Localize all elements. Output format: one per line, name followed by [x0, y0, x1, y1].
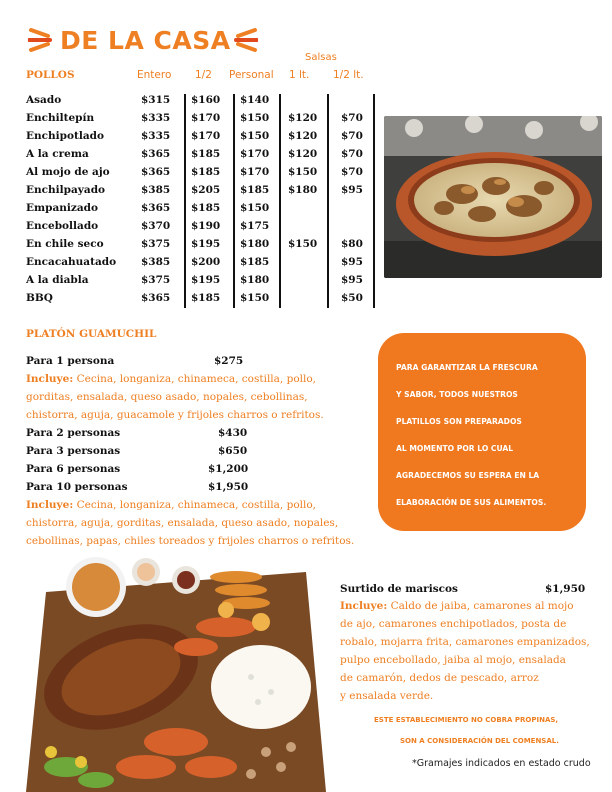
price-half: $195: [191, 274, 221, 286]
dish-name: Enchipotlado: [26, 130, 104, 142]
price-row: [26, 94, 376, 112]
price-half: $170: [191, 130, 221, 142]
price-personal: $150: [240, 130, 270, 142]
column-header-half: 1/2: [195, 69, 212, 81]
incluye-label: Incluye:: [26, 373, 74, 385]
price-personal: $180: [240, 238, 270, 250]
price-salsa-half-lt: $70: [341, 148, 363, 160]
price-row: [26, 274, 376, 292]
column-header-personal: Personal: [229, 69, 274, 81]
dish-name: Al mojo de ajo: [26, 166, 110, 178]
price-half: $205: [191, 184, 221, 196]
dish-name: Enchilpayado: [26, 184, 106, 196]
mariscos-incluye-line-3: robalo, mojarra frita, camarones empanizados,: [340, 636, 590, 648]
price-half: $190: [191, 220, 221, 232]
price-entero: $335: [141, 112, 171, 124]
mariscos-name: Surtido de mariscos: [340, 583, 458, 595]
price-salsa-half-lt: $95: [341, 184, 363, 196]
incluye-label: Incluye:: [340, 600, 388, 612]
price-row: [26, 202, 376, 220]
dish-name: A la diabla: [26, 274, 89, 286]
column-header-salsa-half-lt: 1/2 lt.: [333, 69, 364, 81]
notice-line: PARA GARANTIZAR LA FRESCURA: [396, 363, 538, 372]
column-header-entero: Entero: [137, 69, 172, 81]
price-entero: $365: [141, 292, 171, 304]
platon-incluye-1-line-1: [26, 370, 316, 388]
price-row: [26, 184, 376, 202]
incluye-text: Cecina, longaniza, chinameca, costilla, pollo,: [76, 499, 317, 511]
raw-weight-note: *Gramajes indicados en estado crudo: [412, 758, 591, 769]
mariscos-price: $1,950: [545, 583, 586, 595]
price-personal: $185: [240, 184, 270, 196]
dish-name: Encacahuatado: [26, 256, 117, 268]
price-personal: $140: [240, 94, 270, 106]
dish-name: BBQ: [26, 292, 53, 304]
price-salsa-half-lt: $95: [341, 274, 363, 286]
dish-name: Encebollado: [26, 220, 99, 232]
price-entero: $365: [141, 148, 171, 160]
incluye-text: Caldo de jaiba, camarones al mojo: [390, 600, 574, 612]
price-entero: $375: [141, 238, 171, 250]
price-salsa-1lt: $120: [288, 148, 318, 160]
price-salsa-half-lt: $80: [341, 238, 363, 250]
price-row: [26, 292, 376, 310]
price-entero: $315: [141, 94, 171, 106]
price-entero: $365: [141, 202, 171, 214]
price-half: $195: [191, 238, 221, 250]
incluye-text: Cecina, longaniza, chinameca, costilla, pollo,: [76, 373, 317, 385]
price-salsa-half-lt: $95: [341, 256, 363, 268]
price-entero: $385: [141, 184, 171, 196]
price-salsa-1lt: $150: [288, 238, 318, 250]
page-title: DE LA CASA: [60, 26, 231, 55]
notice-line: AGRADECEMOS SU ESPERA EN LA: [396, 471, 540, 480]
notice-line: Y SABOR, TODOS NUESTROS: [396, 390, 518, 399]
platon-incluye-1-line-3: chistorra, aguja, guacamole y frijoles charros o refritos.: [26, 409, 324, 421]
mariscos-incluye-line-6: y ensalada verde.: [340, 690, 434, 702]
chevron-decoration-right-icon: [232, 24, 258, 56]
freshness-notice-box: [378, 333, 586, 531]
notice-line: AL MOMENTO POR LO CUAL: [396, 444, 514, 453]
dish-name: En chile seco: [26, 238, 104, 250]
price-half: $185: [191, 202, 221, 214]
price-salsa-1lt: $120: [288, 130, 318, 142]
mariscos-incluye-line-1: [340, 597, 574, 615]
platon-3-personas-price: $650: [218, 445, 248, 457]
platon-incluye-2-line-2: chistorra, aguja, gorditas, ensalada, queso asado, nopales,: [26, 517, 339, 529]
price-salsa-half-lt: $70: [341, 166, 363, 178]
mariscos-incluye-line-4: pulpo encebollado, jaiba al mojo, ensalada: [340, 654, 566, 666]
price-salsa-1lt: $180: [288, 184, 318, 196]
notice-line: PLATILLOS SON PREPARADOS: [396, 417, 522, 426]
price-salsa-1lt: $120: [288, 112, 318, 124]
chevron-decoration-left-icon: [28, 24, 54, 56]
price-row: [26, 238, 376, 256]
platon-3-personas-label: Para 3 personas: [26, 445, 121, 457]
platon-1-persona-label: Para 1 persona: [26, 355, 115, 367]
price-personal: $170: [240, 166, 270, 178]
price-personal: $185: [240, 256, 270, 268]
price-personal: $170: [240, 148, 270, 160]
price-entero: $385: [141, 256, 171, 268]
price-personal: $175: [240, 220, 270, 232]
price-entero: $370: [141, 220, 171, 232]
price-half: $185: [191, 148, 221, 160]
price-row: [26, 256, 376, 274]
mariscos-incluye-line-2: de ajo, camarones enchipotlados, posta de: [340, 618, 567, 630]
price-half: $185: [191, 292, 221, 304]
price-personal: $150: [240, 202, 270, 214]
price-salsa-1lt: $150: [288, 166, 318, 178]
seafood-platter-photo: [26, 552, 326, 792]
dish-name: A la crema: [26, 148, 89, 160]
price-half: $170: [191, 112, 221, 124]
platon-incluye-2-line-3: cebollinas, papas, chiles toreados y frijoles charros o refritos.: [26, 535, 355, 547]
price-entero: $335: [141, 130, 171, 142]
price-half: $200: [191, 256, 221, 268]
section-title-pollos: POLLOS: [26, 69, 75, 81]
dish-name: Asado: [26, 94, 62, 106]
price-salsa-half-lt: $70: [341, 130, 363, 142]
no-tips-notice: ESTE ESTABLECIMIENTO NO COBRA PROPINAS,: [374, 716, 559, 724]
price-personal: $180: [240, 274, 270, 286]
platon-incluye-1-line-2: gorditas, ensalada, queso asado, nopales, cebollinas,: [26, 391, 308, 403]
chicken-dish-photo: [384, 116, 602, 278]
notice-line: ELABORACIÓN DE SUS ALIMENTOS.: [396, 498, 547, 507]
price-row: [26, 112, 376, 130]
price-entero: $365: [141, 166, 171, 178]
platon-10-personas-label: Para 10 personas: [26, 481, 128, 493]
price-personal: $150: [240, 112, 270, 124]
price-row: [26, 148, 376, 166]
price-salsa-half-lt: $70: [341, 112, 363, 124]
price-row: [26, 220, 376, 238]
platon-1-persona-price: $275: [214, 355, 244, 367]
price-row: [26, 166, 376, 184]
platon-6-personas-price: $1,200: [208, 463, 249, 475]
incluye-label: Incluye:: [26, 499, 74, 511]
tips-consideration-notice: SON A CONSIDERACIÓN DEL COMENSAL.: [400, 737, 559, 745]
platon-incluye-2-line-1: [26, 496, 316, 514]
platon-2-personas-price: $430: [218, 427, 248, 439]
platon-10-personas-price: $1,950: [208, 481, 249, 493]
salsas-header: Salsas: [305, 52, 337, 63]
dish-name: Enchiltepín: [26, 112, 95, 124]
price-personal: $150: [240, 292, 270, 304]
price-row: [26, 130, 376, 148]
platon-2-personas-label: Para 2 personas: [26, 427, 121, 439]
column-header-salsa-1lt: 1 lt.: [289, 69, 310, 81]
price-half: $185: [191, 166, 221, 178]
price-salsa-half-lt: $50: [341, 292, 363, 304]
section-title-platon: PLATÓN GUAMUCHIL: [26, 328, 157, 340]
price-half: $160: [191, 94, 221, 106]
mariscos-incluye-line-5: de camarón, dedos de pescado, arroz: [340, 672, 539, 684]
platon-6-personas-label: Para 6 personas: [26, 463, 121, 475]
price-entero: $375: [141, 274, 171, 286]
dish-name: Empanizado: [26, 202, 98, 214]
